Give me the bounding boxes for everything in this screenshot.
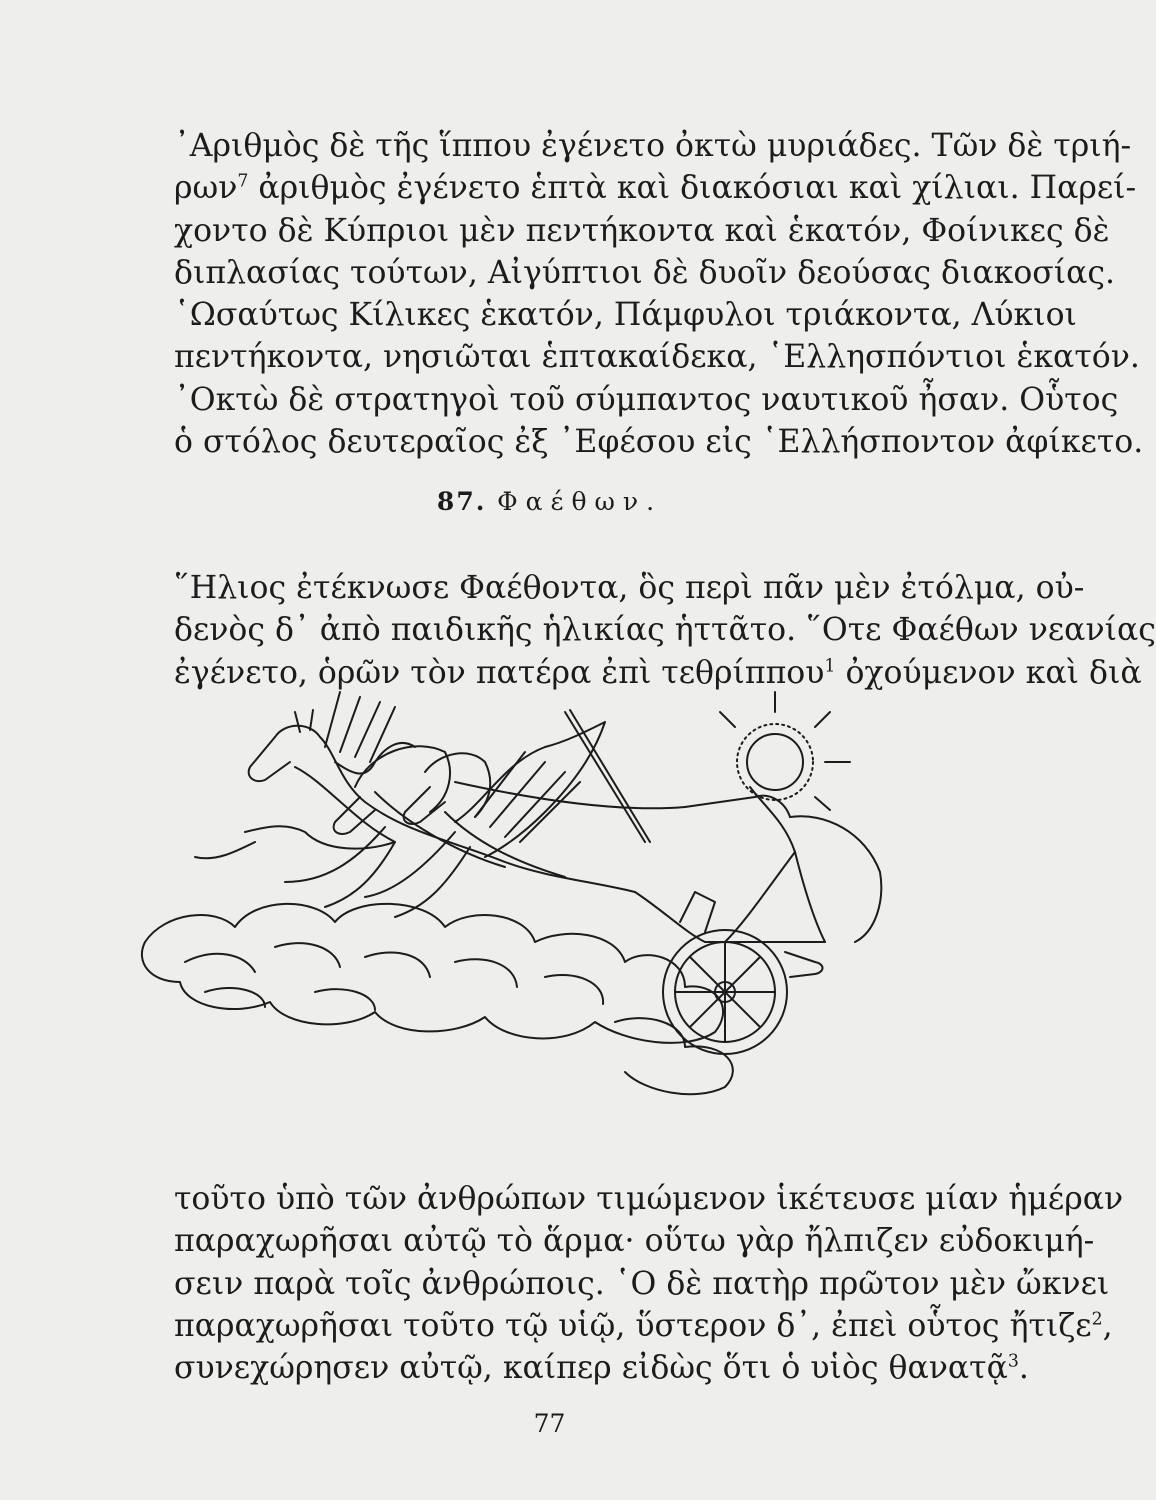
text-line: ᾿Αριθμὸς δὲ τῆς ἵππου ἐγένετο ὀκτὼ μυριάδες. Τῶν δὲ τριή- [174, 128, 1132, 164]
page-number: 77 [533, 1409, 566, 1438]
text-line: χοντο δὲ Κύπριοι μὲν πεντήκοντα καὶ ἑκατόν, Φοίνικες δὲ [174, 212, 1110, 249]
text-line: ρων$^7$ ἀριθμὸς ἐγένετο ἑπτὰ καὶ διακόσιαι καὶ χίλιαι. Παρεί- [174, 170, 1137, 207]
whip-drawing [565, 710, 650, 842]
text-line: ὁ στόλος δευτεραῖος ἐξ ᾿Εφέσου εἰς ῾Ελλήσποντον ἀφίκετο. [174, 424, 1144, 461]
text-line: τοῦτο ὑπὸ τῶν ἀνθρώπων τιμώμενον ἱκέτευσε μίαν ἡμέραν [174, 1181, 1124, 1217]
text-line: παραχωρῆσαι τοῦτο τῷ υἱῷ, ὕστερον δ᾿, ἐπεὶ οὗτος ἤτιζε$^2$, [174, 1307, 1113, 1344]
paragraph-fleet [174, 125, 1144, 463]
text-line: σειν παρὰ τοῖς ἀνθρώποις. ῾Ο δὲ πατὴρ πρῶτον μὲν ὤκνει [174, 1265, 1110, 1302]
section-title: Φαέθων. [497, 487, 663, 516]
chariot-drawing [635, 892, 825, 1054]
section-number: 87. [436, 487, 487, 516]
clouds-drawing [142, 904, 733, 1094]
text-line: παραχωρῆσαι αὐτῷ τὸ ἅρμα· οὕτω γὰρ ἤλπιζεν εὐδοκιμή- [174, 1223, 1095, 1260]
chariot-of-helios-illustration [125, 692, 955, 1152]
paragraph-phaethon-request [174, 1178, 1124, 1389]
winged-horses-drawing [195, 692, 635, 917]
paragraph-phaethon-intro [174, 567, 1156, 694]
text-line: ῾Ωσαύτως Κίλικες ἑκατόν, Πάμφυλοι τριάκοντα, Λύκιοι [174, 297, 1077, 334]
footnote-ref: 3 [1007, 1351, 1019, 1372]
text-line: ἐγένετο, ὁρῶν τὸν πατέρα ἐπὶ τεθρίππου$^1$ ὀχούμενον καὶ διὰ [174, 654, 1142, 691]
text-line: δενὸς δ᾿ ἀπὸ παιδικῆς ἡλικίας ἡττᾶτο. ῞Οτε Φαέθων νεανίας [174, 612, 1156, 649]
text-line: πεντήκοντα, νησιῶται ἑπτακαίδεκα, ῾Ελλησπόντιοι ἑκατόν. [174, 339, 1140, 376]
footnote-ref: 2 [1091, 1309, 1103, 1330]
text-line: συνεχώρησεν αὐτῷ, καίπερ εἰδὼς ὅτι ὁ υἱὸς θανατᾷ$^3$. [174, 1350, 1029, 1387]
text-line: ᾿Οκτὼ δὲ στρατηγοὶ τοῦ σύμπαντος ναυτικοῦ ἦσαν. Οὗτος [174, 381, 1119, 418]
footnote-ref: 7 [237, 171, 249, 192]
text-line: διπλασίας τούτων, Αἰγύπτιοι δὲ δυοῖν δεούσας διακοσίας. [174, 254, 1116, 291]
text-line: ῞Ηλιος ἐτέκνωσε Φαέθοντα, ὃς περὶ πᾶν μὲν ἐτόλμα, οὐ- [174, 570, 1085, 606]
footnote-ref: 1 [824, 656, 836, 677]
section-heading [0, 487, 1099, 516]
